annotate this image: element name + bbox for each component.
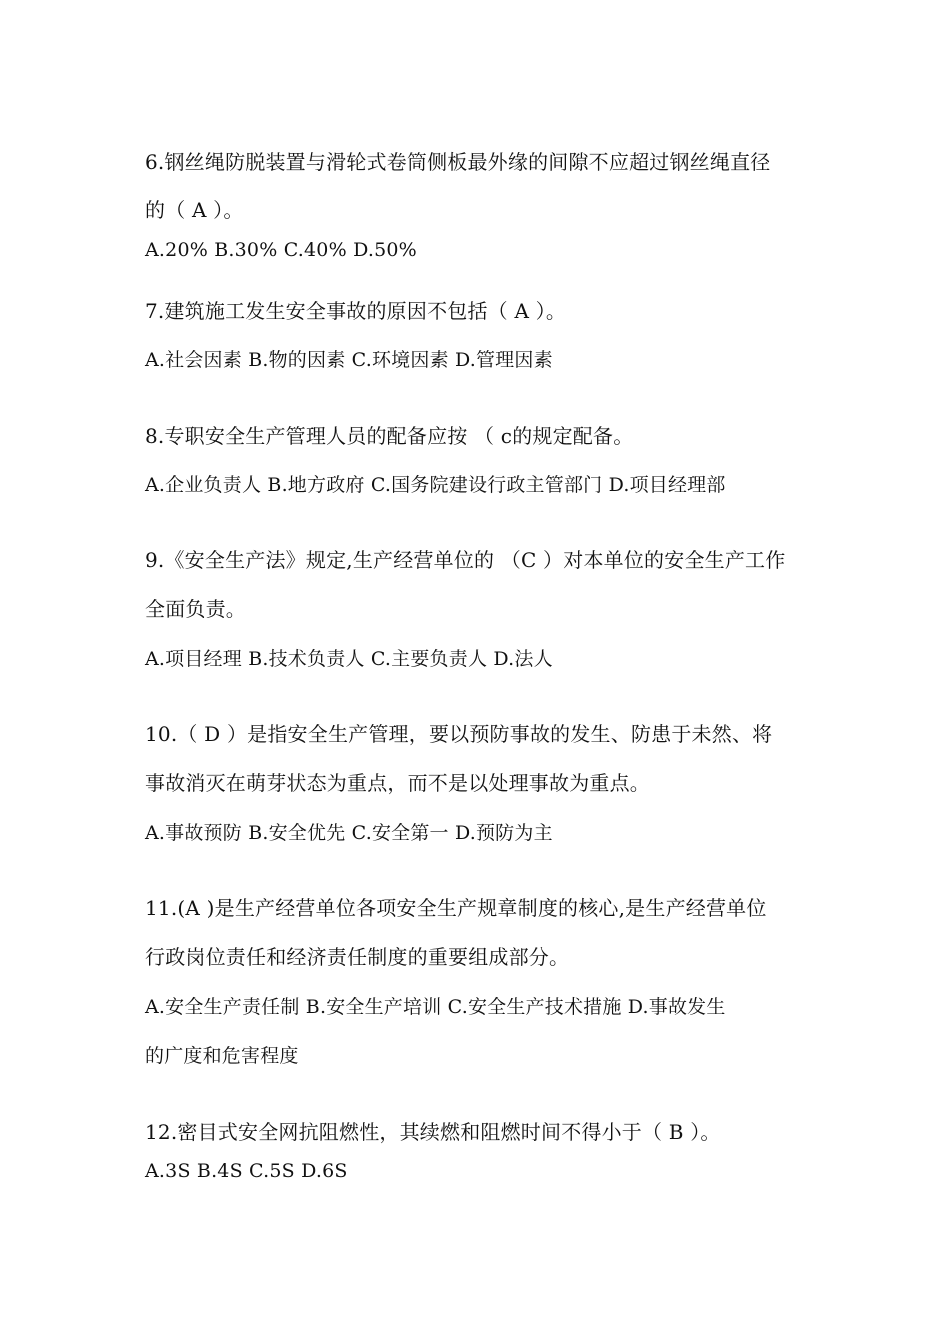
- question-7-line-1: 7.建筑施工发生安全事故的原因不包括（ A ）。: [145, 299, 567, 323]
- question-10-options: A.事故预防 B.安全优先 C.安全第一 D.预防为主: [145, 822, 553, 844]
- question-9-line-1: 9.《安全生产法》规定,生产经营单位的 （C ）对本单位的安全生产工作: [145, 548, 786, 572]
- question-11-options-line-1: A.安全生产责任制 B.安全生产培训 C.安全生产技术措施 D.事故发生: [145, 996, 726, 1018]
- question-7-options: A.社会因素 B.物的因素 C.环境因素 D.管理因素: [145, 349, 553, 371]
- question-11-line-2: 行政岗位责任和经济责任制度的重要组成部分。: [145, 945, 570, 969]
- question-8-options: A.企业负责人 B.地方政府 C.国务院建设行政主管部门 D.项目经理部: [145, 474, 726, 496]
- question-10-line-2: 事故消灭在萌芽状态为重点，而不是以处理事故为重点。: [145, 771, 650, 795]
- question-8-line-1: 8.专职安全生产管理人员的配备应按 （ c的规定配备。: [145, 424, 634, 448]
- question-6-line-1: 6.钢丝绳防脱装置与滑轮式卷筒侧板最外缘的间隙不应超过钢丝绳直径: [145, 150, 771, 174]
- question-12-options: A.3S B.4S C.5S D.6S: [145, 1160, 348, 1182]
- question-9-options: A.项目经理 B.技术负责人 C.主要负责人 D.法人: [145, 648, 553, 670]
- question-6-line-2: 的（ A ）。: [145, 198, 244, 222]
- question-11-line-1: 11.(A )是生产经营单位各项安全生产规章制度的核心,是生产经营单位: [145, 896, 767, 920]
- question-11-options-line-2: 的广度和危害程度: [145, 1045, 299, 1067]
- question-6-options: A.20% B.30% C.40% D.50%: [145, 239, 417, 261]
- question-10-line-1: 10.（ D ）是指安全生产管理，要以预防事故的发生、防患于未然、将: [145, 722, 773, 746]
- question-9-line-2: 全面负责。: [145, 597, 246, 621]
- question-12-line-1: 12.密目式安全网抗阻燃性，其续燃和阻燃时间不得小于（ B ）。: [145, 1120, 721, 1144]
